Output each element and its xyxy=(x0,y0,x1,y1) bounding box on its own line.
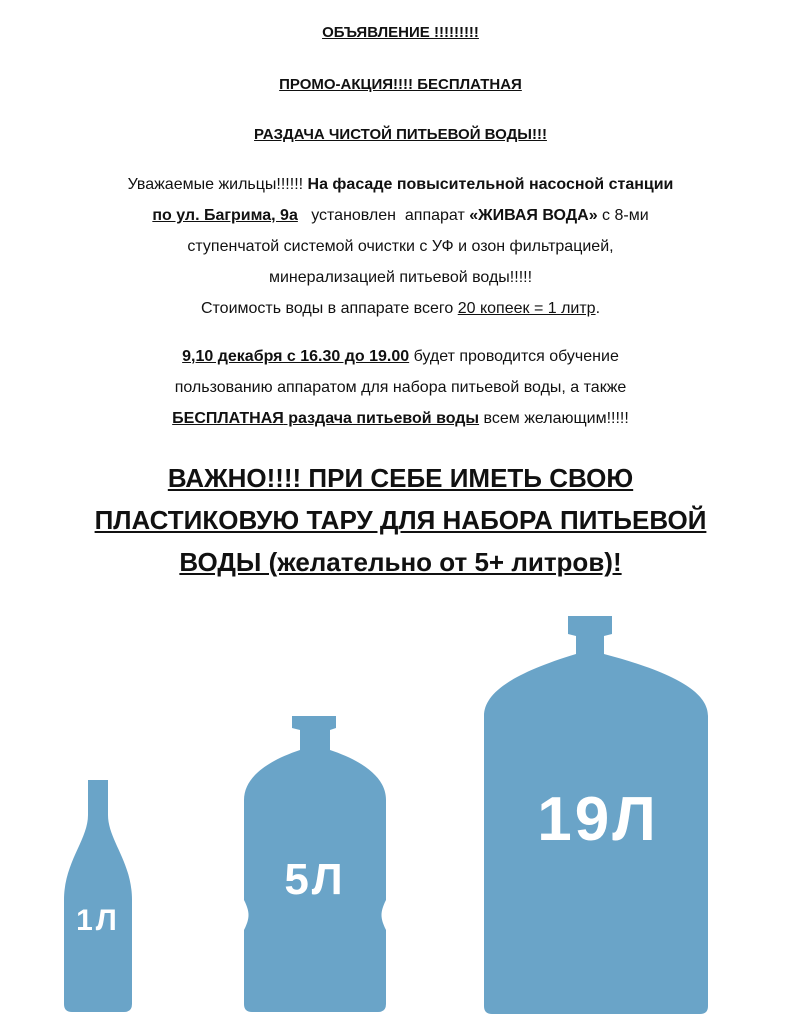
bottles-illustration xyxy=(0,600,801,1024)
location-text: На фасаде повысительной насосной станции xyxy=(307,176,674,193)
important-line-3: ВОДЫ (желательно от 5+ литров)! xyxy=(179,547,622,577)
paragraph-device xyxy=(20,169,781,324)
cost-value: 20 копеек = 1 литр xyxy=(457,300,596,317)
important-notice xyxy=(0,457,801,583)
street-text: по ул. Багрима, 9а xyxy=(152,207,298,224)
title-promo: ПРОМО-АКЦИЯ!!!! БЕСПЛАТНАЯ xyxy=(279,76,522,93)
paragraph-training xyxy=(20,341,781,434)
training-text: пользованию аппаратом для набора питьевой воды, а также xyxy=(174,379,627,396)
important-line-2: ПЛАСТИКОВУЮ ТАРУ ДЛЯ НАБОРА ПИТЬЕВОЙ xyxy=(94,505,707,535)
installed-text: установлен аппарат xyxy=(297,207,470,224)
bottle-5l-label: 5Л xyxy=(284,855,346,904)
device-name: «ЖИВАЯ ВОДА» xyxy=(469,207,598,224)
cost-prefix: Стоимость воды в аппарате всего xyxy=(200,300,458,317)
mineralization-text: минерализацией питьевой воды!!!!! xyxy=(268,269,533,286)
everyone-text: всем желающим!!!!! xyxy=(479,410,629,427)
title-announcement: ОБЪЯВЛЕНИЕ !!!!!!!!! xyxy=(322,24,479,41)
bottle-1l-label: 1Л xyxy=(76,904,120,937)
cost-suffix: . xyxy=(595,300,601,317)
bottle-19l-label: 19Л xyxy=(537,785,659,854)
after-device-text: с 8-ми xyxy=(597,207,649,224)
greeting-text: Уважаемые жильцы!!!!!! xyxy=(127,176,308,193)
filtration-text: ступенчатой системой очистки с УФ и озон фильтрацией, xyxy=(187,238,614,255)
free-word: БЕСПЛАТНАЯ xyxy=(172,410,284,427)
important-line-1: ВАЖНО!!!! ПРИ СЕБЕ ИМЕТЬ СВОЮ xyxy=(167,463,634,493)
bottle-1l-icon xyxy=(64,780,132,1012)
title-free-water: РАЗДАЧА ЧИСТОЙ ПИТЬЕВОЙ ВОДЫ!!! xyxy=(254,126,547,143)
dates-text: 9,10 декабря с 16.30 до 19.00 xyxy=(182,348,410,365)
free-rest: раздача питьевой воды xyxy=(283,410,480,427)
after-dates-text: будет проводится обучение xyxy=(409,348,619,365)
